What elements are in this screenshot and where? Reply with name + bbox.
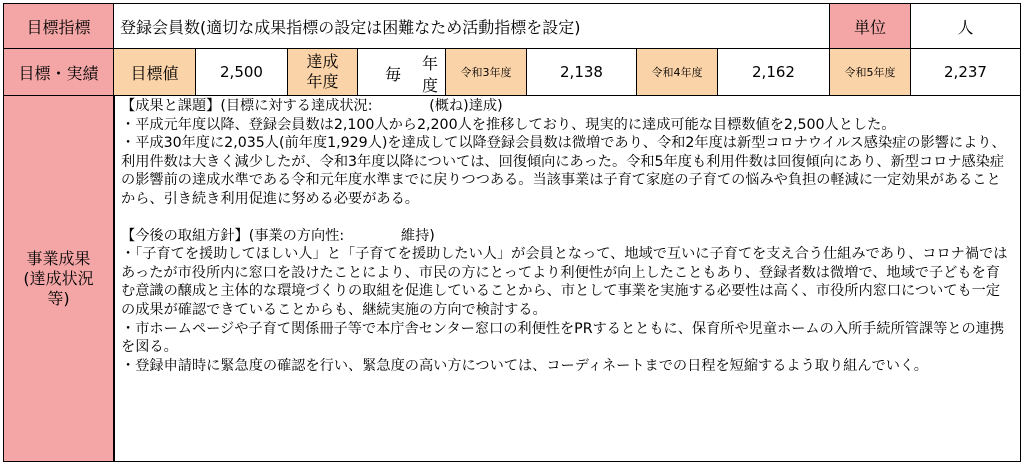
indicator-description (113, 3, 830, 49)
target-value-label (113, 48, 196, 96)
r4-label-text: 令和4年度 (651, 66, 703, 79)
r4-value (717, 48, 830, 96)
achieve-year-value (357, 48, 446, 96)
r4-value-text: 2,162 (752, 63, 795, 81)
target-value-label-text: 目標値 (130, 63, 179, 83)
achieve-year-every: 毎 (385, 65, 402, 84)
r3-label-text: 令和3年度 (460, 66, 512, 79)
unit-value (910, 3, 1021, 49)
r3-value (526, 48, 637, 96)
r5-value (910, 48, 1021, 96)
achieve-year-label-line2: 年度 (306, 72, 339, 91)
business-results-label-line2: (達成状況 (23, 268, 94, 288)
results-paragraph-2: ・平成30年度に2,035人(前年度1,929人)を達成して以降登録会員数は微増であり、令和2年度は新型コロナウイルス感染症の影響により、利用件数は大きく減少したが、令和3年度以降については、回復傾向にあった。令和5年度も利用件数は回復傾向にあり、新型コロナ感染症の影響前の達成水準である令和元年度水準までに戻りつつある。当該事業は子育て家庭の子育ての悩みや負担の軽減に一定効果があることから、引き続き利用促進に努める必要がある。 (121, 135, 1006, 207)
policy-paragraph-3: ・登録申請時に緊急度の確認を行い、緊急度の高い方については、コーディネートまでの日程を短縮するよう取り組んでいく。 (121, 357, 928, 374)
unit-label-text: 単位 (853, 17, 886, 37)
r5-value-text: 2,237 (944, 63, 987, 81)
policy-heading: 【今後の取組方針】(事業の方向性: 維持) (121, 227, 435, 244)
r4-label (636, 48, 718, 96)
business-results-body (114, 95, 1021, 462)
r3-value-text: 2,138 (560, 63, 603, 81)
section-spacer (121, 209, 1014, 227)
achieve-year-nen: 年 (422, 54, 439, 73)
target-value-text: 2,500 (220, 63, 263, 81)
results-heading: 【成果と課題】(目標に対する達成状況: (概ね)達成) (121, 98, 503, 114)
target-indicator-label-text: 目標指標 (26, 17, 91, 37)
policy-paragraph-2: ・市ホームページや子育て関係冊子等で本庁舎センター窓口の利便性をPRするとともに、保育所や児童ホームの入所手続所管課等との連携を図る。 (121, 320, 1005, 356)
achieve-year-label-line1: 達成 (306, 52, 339, 71)
unit-label (829, 3, 911, 49)
target-indicator-label (3, 3, 114, 49)
r5-label-text: 令和5年度 (844, 66, 896, 79)
target-results-label-text: 目標・実績 (18, 63, 99, 83)
achieve-year-do: 度 (422, 76, 439, 95)
unit-value-text: 人 (957, 17, 974, 37)
target-results-label (3, 48, 114, 96)
r3-label (445, 48, 527, 96)
achieve-year-label (287, 48, 358, 96)
results-paragraph-1: ・平成元年度以降、登録会員数は2,100人から2,200人を推移しており、現実的に達成可能な目標数値を2,500人とした。 (121, 116, 896, 133)
r5-label (829, 48, 911, 96)
policy-paragraph-1: ・「子育てを援助してほしい人」と「子育てを援助したい人」が会員となって、地域で互いに子育てを支え合う仕組みであり、コロナ禍ではあったが市役所内に窓口を設けたことにより、市民の方にとってより利便性が向上したこともあり、登録者数は微増で、地域で子どもを育む意識の醸成と主体的な環境づくりの取組を促進していることから、市として事業を実施する必要性は高く、市役所内窓口についても一定の成果が確認できていることからも、継続実施の方向で検討する。 (121, 246, 1008, 318)
target-value (195, 48, 288, 96)
indicator-description-text: 登録会員数(適切な成果指標の設定は困難なため活動指標を設定) (120, 17, 581, 37)
business-results-label-line3: 等) (47, 288, 70, 308)
business-results-label-line1: 事業成果 (26, 248, 91, 268)
business-results-label (3, 95, 114, 462)
